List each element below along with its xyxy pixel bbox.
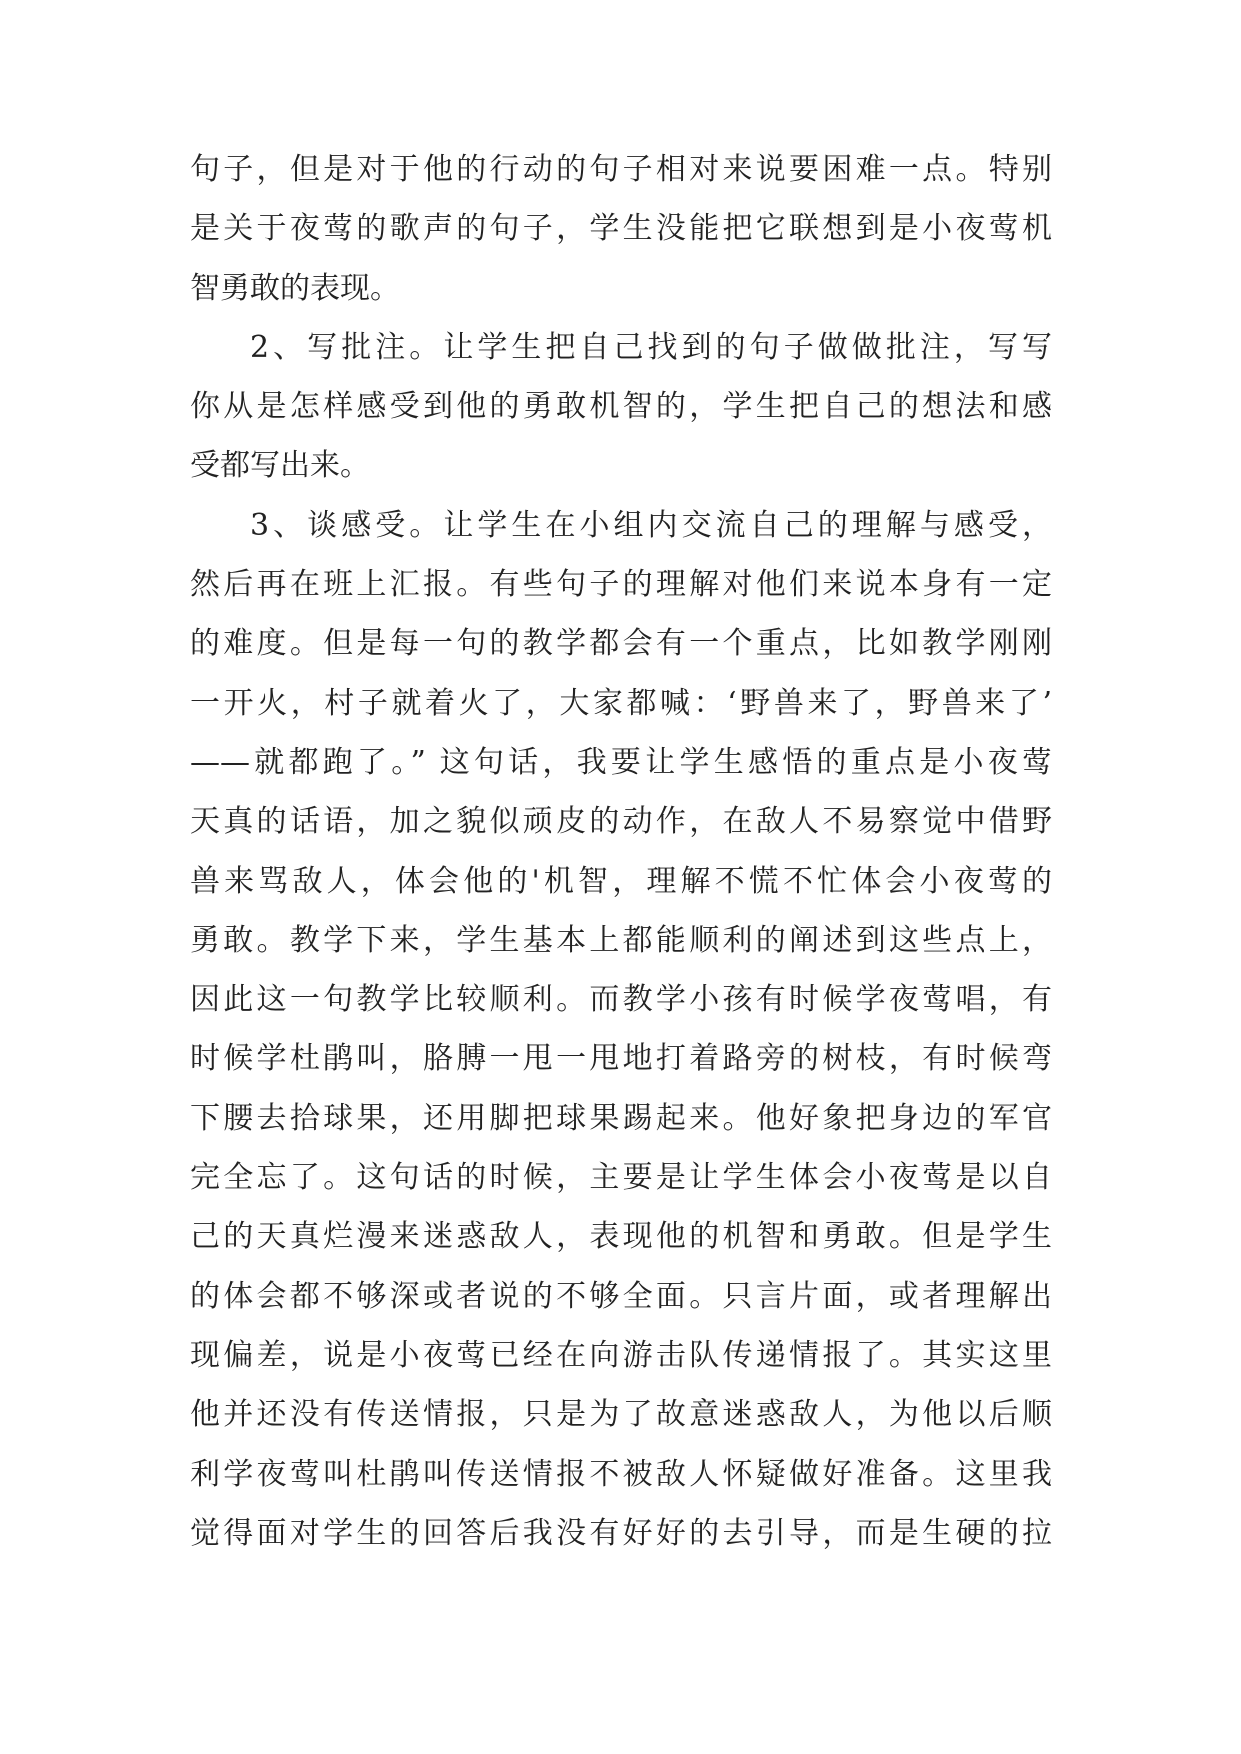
- paragraph-line: 完全忘了。这句话的时候，主要是让学生体会小夜莺是以自: [190, 1160, 1052, 1196]
- paragraph-line: 觉得面对学生的回答后我没有好好的去引导，而是生硬的拉: [190, 1515, 1052, 1551]
- paragraph-line: 他并还没有传送情报，只是为了故意迷惑敌人，为他以后顺: [190, 1397, 1052, 1433]
- paragraph-line: 一开火，村子就着火了，大家都喊：‘野兽来了，野兽来了’: [190, 685, 1052, 721]
- paragraph-line: 受都写出来。: [190, 448, 370, 484]
- paragraph-line: 句子，但是对于他的行动的句子相对来说要困难一点。特别: [190, 152, 1052, 187]
- paragraph-line: 利学夜莺叫杜鹃叫传送情报不被敌人怀疑做好准备。这里我: [190, 1456, 1052, 1492]
- paragraph-line: 天真的话语，加之貌似顽皮的动作，在敌人不易察觉中借野: [190, 804, 1052, 840]
- paragraph-line: 的体会都不够深或者说的不够全面。只言片面，或者理解出: [190, 1278, 1052, 1314]
- paragraph-first-line: 3、谈感受。让学生在小组内交流自己的理解与感受，: [250, 507, 1052, 543]
- paragraph-line: 然后再在班上汇报。有些句子的理解对他们来说本身有一定: [190, 567, 1052, 603]
- paragraph-line: 是关于夜莺的歌声的句子，学生没能把它联想到是小夜莺机: [190, 211, 1052, 247]
- document-page: [190, 140, 1052, 1563]
- paragraph-line: 下腰去拾球果，还用脚把球果踢起来。他好象把身边的军官: [190, 1100, 1052, 1136]
- paragraph-line: ——就都跑了。” 这句话，我要让学生感悟的重点是小夜莺: [190, 744, 1052, 780]
- paragraph-line: 现偏差，说是小夜莺已经在向游击队传递情报了。其实这里: [190, 1337, 1052, 1373]
- paragraph-line: 的难度。但是每一句的教学都会有一个重点，比如教学刚刚: [190, 626, 1052, 662]
- paragraph-line: 时候学杜鹃叫，胳膊一甩一甩地打着路旁的树枝，有时候弯: [190, 1041, 1052, 1077]
- paragraph-line: 因此这一句教学比较顺利。而教学小孩有时候学夜莺唱，有: [190, 982, 1052, 1018]
- paragraph-line: 己的天真烂漫来迷惑敌人，表现他的机智和勇敢。但是学生: [190, 1219, 1052, 1255]
- paragraph-line: 你从是怎样感受到他的勇敢机智的，学生把自己的想法和感: [190, 389, 1052, 425]
- paragraph-line: 兽来骂敌人，体会他的'机智，理解不慌不忙体会小夜莺的: [190, 863, 1052, 899]
- paragraph-line: 勇敢。教学下来，学生基本上都能顺利的阐述到这些点上，: [190, 922, 1052, 958]
- paragraph-first-line: 2、写批注。让学生把自己找到的句子做做批注，写写: [250, 329, 1052, 365]
- paragraph-line: 智勇敢的表现。: [190, 270, 400, 306]
